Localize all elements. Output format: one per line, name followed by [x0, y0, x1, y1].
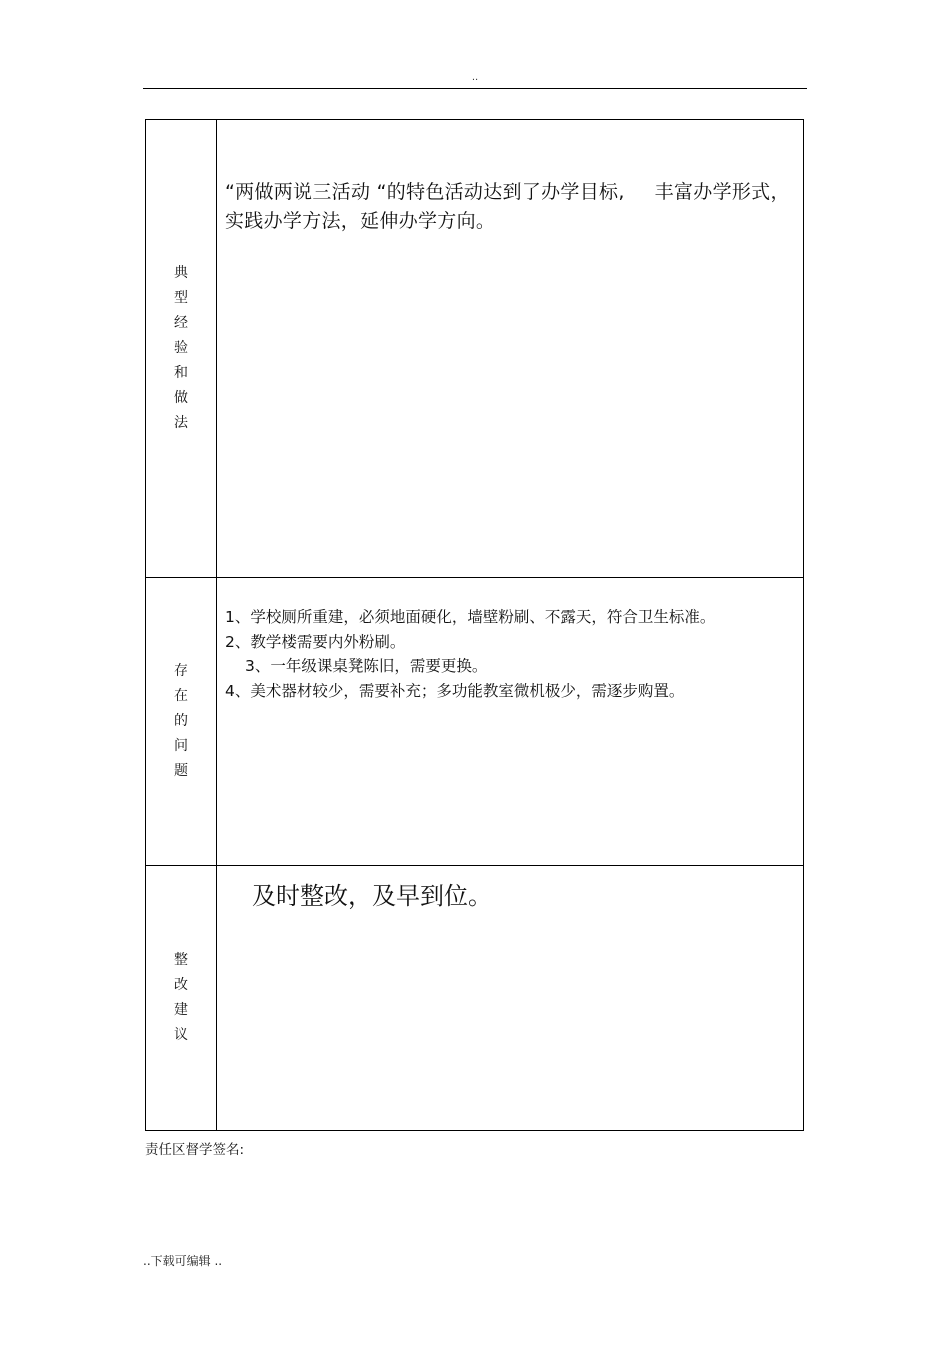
- suggestions-label: 整 改 建 议: [174, 952, 188, 1043]
- experience-label-cell: [146, 120, 217, 578]
- list-item: 3、一年级课桌凳陈旧，需要更换。: [245, 657, 488, 675]
- experience-label: 典 型 经 验 和 做 法: [174, 265, 188, 431]
- experience-row: [146, 120, 804, 578]
- suggestions-content-cell: [217, 866, 804, 1131]
- problems-content-cell: [217, 578, 804, 866]
- list-item: 2、教学楼需要内外粉刷。: [225, 632, 406, 651]
- list-item: 4、美术器材较少，需要补充；多功能教室微机极少，需逐步购置。: [225, 681, 685, 700]
- footer-text: ..下载可编辑 ..: [143, 1254, 223, 1268]
- problems-label: 存 在 的 问 题: [174, 663, 188, 779]
- suggestions-row: [146, 866, 804, 1131]
- signature-label: 责任区督学签名:: [145, 1142, 245, 1158]
- experience-content-cell: [217, 120, 804, 578]
- list-item: 1、学校厕所重建，必须地面硬化，墙壁粉刷、不露天，符合卫生标准。: [225, 608, 716, 626]
- suggestions-text: 及时整改，及早到位。: [252, 882, 492, 910]
- problems-label-cell: [146, 578, 217, 866]
- problems-list: [225, 605, 793, 703]
- suggestions-label-cell: [146, 866, 217, 1131]
- experience-text: “两做两说三活动 “的特色活动达到了办学目标, 丰富办学形式，实践办学方法，延伸办学方向。: [225, 181, 790, 232]
- report-table: [145, 119, 804, 1131]
- header-mark: ..: [471, 72, 479, 83]
- problems-row: [146, 578, 804, 866]
- header-rule: [143, 88, 807, 89]
